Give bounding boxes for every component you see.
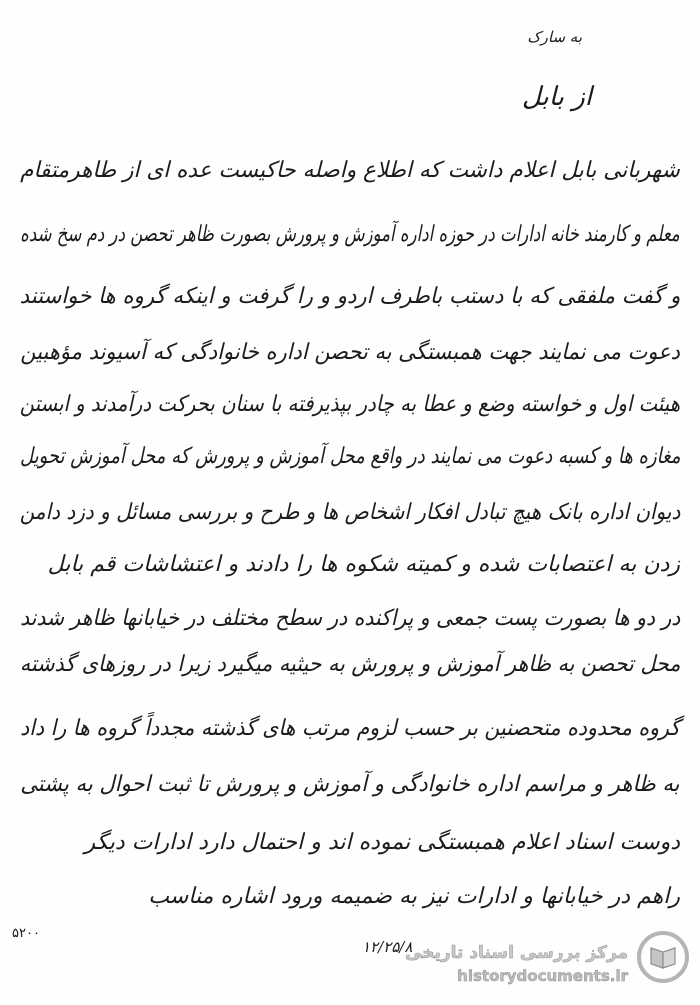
body-line: مغازه ها و کسبه دعوت می نمایند در واقع محل آموزش و پرورش که محل آموزش تحویل [19,444,680,469]
body-line: گروه محدوده متحصنین بر حسب لزوم مرتب های گذشته مجدداً گروه ها را داد [20,716,680,741]
body-line: دیوان اداره بانک هیچ تبادل افکار اشخاص ها و طرح و بررسی مسائل و دزد دامن [19,500,680,525]
margin-mark: ۵۲۰۰ [12,926,40,941]
classification-note: به سارک [527,28,582,46]
body-line: هیئت اول و خواسته وضع و عطا به چادر بپذیرفته با سنان بحرکت درآمدند و ابستن [19,392,680,417]
body-line: دعوت می نمایند جهت همبستگی به تحصن اداره خانوادگی که آسیوند مؤهبین [20,340,680,365]
recipient-heading: از بابل [521,82,592,112]
body-line: در دو ها بصورت پست جمعی و پراکنده در سطح مختلف در خیابانها ظاهر شدند [19,606,680,631]
body-line: معلم و کارمند خانه ادارات در حوزه اداره آموزش و پرورش بصورت ظاهر تحصن در دم سخ شده [20,222,680,247]
body-line: به ظاهر و مراسم اداره خانوادگی و آموزش و پرورش تا ثبت احوال به پشتی [20,772,680,797]
watermark [405,943,628,985]
body-line: محل تحصن به ظاهر آموزش و پرورش به حیثیه میگیرد زیرا در روزهای گذشته [19,652,680,677]
body-line: زدن به اعتصابات شده و کمیته شکوه ها را دادند و اعتشاشات قم بابل [47,552,680,577]
body-line: و گفت ملفقی که با دستب باطرف اردو و را گرفت و اینکه گروه ها خواستند [19,284,680,309]
watermark-url: historydocuments.ir [457,967,628,985]
watermark-title: مرکز بررسی اسناد تاریخی [405,943,628,963]
book-emblem-icon [636,930,690,984]
reference-number: ۱۲/۲۵/۸ [362,938,413,956]
body-line: شهربانی بابل اعلام داشت که اطلاع واصله حاکیست عده ای از طاهرمتقام [20,158,680,183]
body-line: راهم در خیابانها و ادارات نیز به ضمیمه ورود اشاره مناسب [148,884,680,909]
body-line: دوست اسناد اعلام همبستگی نموده اند و احتمال دارد ادارات دیگر [84,830,680,855]
